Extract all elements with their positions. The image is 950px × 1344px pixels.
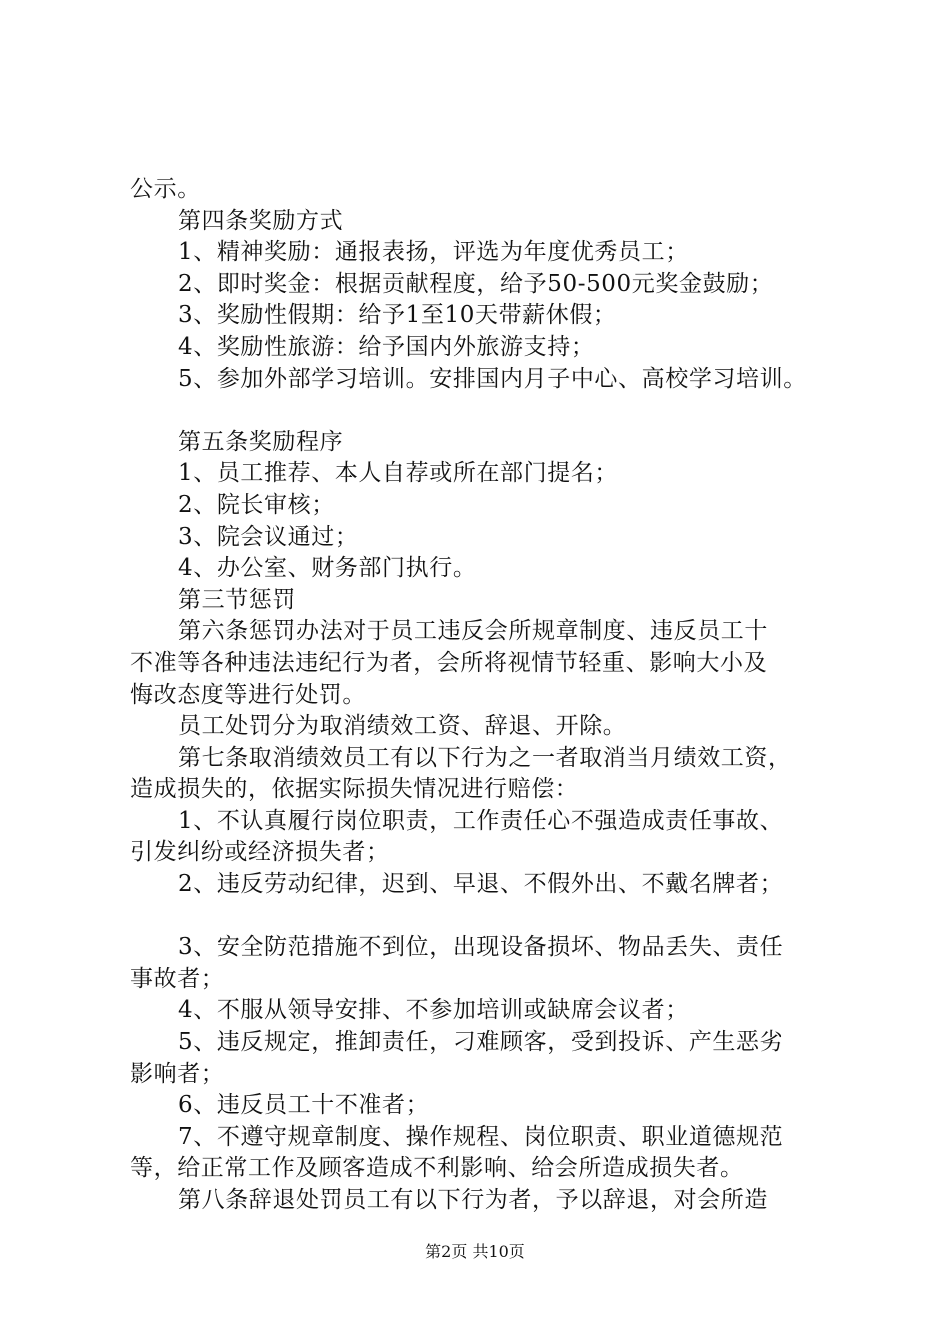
text-line: 事故者； xyxy=(130,965,225,992)
text-line: 第八条辞退处罚员工有以下行为者，予以辞退，对会所造 xyxy=(178,1187,768,1213)
text-line: 4、奖励性旅游：给予国内外旅游支持； xyxy=(178,333,595,360)
text-line: 3、院会议通过； xyxy=(178,523,359,550)
text-line: 3、奖励性假期：给予1至10天带薪休假； xyxy=(178,302,617,329)
text-line: 第六条惩罚办法对于员工违反会所规章制度、违反员工十 xyxy=(178,618,768,645)
text-line: 1、员工推荐、本人自荐或所在部门提名； xyxy=(178,460,619,487)
text-line: 7、不遵守规章制度、操作规程、岗位职责、职业道德规范 xyxy=(178,1123,784,1150)
text-line: 4、办公室、财务部门执行。 xyxy=(178,555,477,582)
text-line: 第七条取消绩效员工有以下行为之一者取消当月绩效工资， xyxy=(178,744,792,771)
text-line: 2、即时奖金：根据贡献程度，给予50-500元奖金鼓励； xyxy=(178,270,774,297)
text-line: 1、不认真履行岗位职责，工作责任心不强造成责任事故、 xyxy=(178,807,784,834)
text-line: 员工处罚分为取消绩效工资、辞退、开除。 xyxy=(178,713,627,740)
text-line: 第五条奖励程序 xyxy=(178,428,344,455)
text-line: 4、不服从领导安排、不参加培训或缺席会议者； xyxy=(178,997,689,1024)
text-line: 不准等各种违法违纪行为者，会所将视情节轻重、影响大小及 xyxy=(130,649,768,676)
text-line: 第四条奖励方式 xyxy=(178,207,344,234)
text-line: 造成损失的，依据实际损失情况进行赔偿： xyxy=(130,776,579,803)
text-line: 第三节惩罚 xyxy=(178,586,296,613)
text-line: 等，给正常工作及顾客造成不利影响、给会所造成损失者。 xyxy=(130,1155,744,1182)
blank-line xyxy=(130,901,840,933)
text-line: 3、安全防范措施不到位，出现设备损坏、物品丢失、责任 xyxy=(178,934,784,961)
text-line: 2、违反劳动纪律，迟到、早退、不假外出、不戴名牌者； xyxy=(178,871,784,898)
text-line: 5、参加外部学习培训。安排国内月子中心、高校学习培训。 xyxy=(178,365,807,392)
text-line: 悔改态度等进行处罚。 xyxy=(130,681,366,708)
page-footer: 第2页 共10页 xyxy=(425,1242,525,1261)
text-line: 公示。 xyxy=(130,176,201,202)
text-line: 5、违反规定，推卸责任，刁难顾客，受到投诉、产生恶劣 xyxy=(178,1029,784,1056)
text-line: 影响者； xyxy=(130,1060,225,1087)
text-line: 2、院长审核； xyxy=(178,491,335,518)
text-line: 6、违反员工十不准者； xyxy=(178,1092,430,1119)
blank-line xyxy=(130,395,840,427)
text-line: 引发纠纷或经济损失者； xyxy=(130,839,390,866)
text-line: 1、精神奖励：通报表扬，评选为年度优秀员工； xyxy=(178,239,689,266)
document-body xyxy=(130,174,840,1217)
